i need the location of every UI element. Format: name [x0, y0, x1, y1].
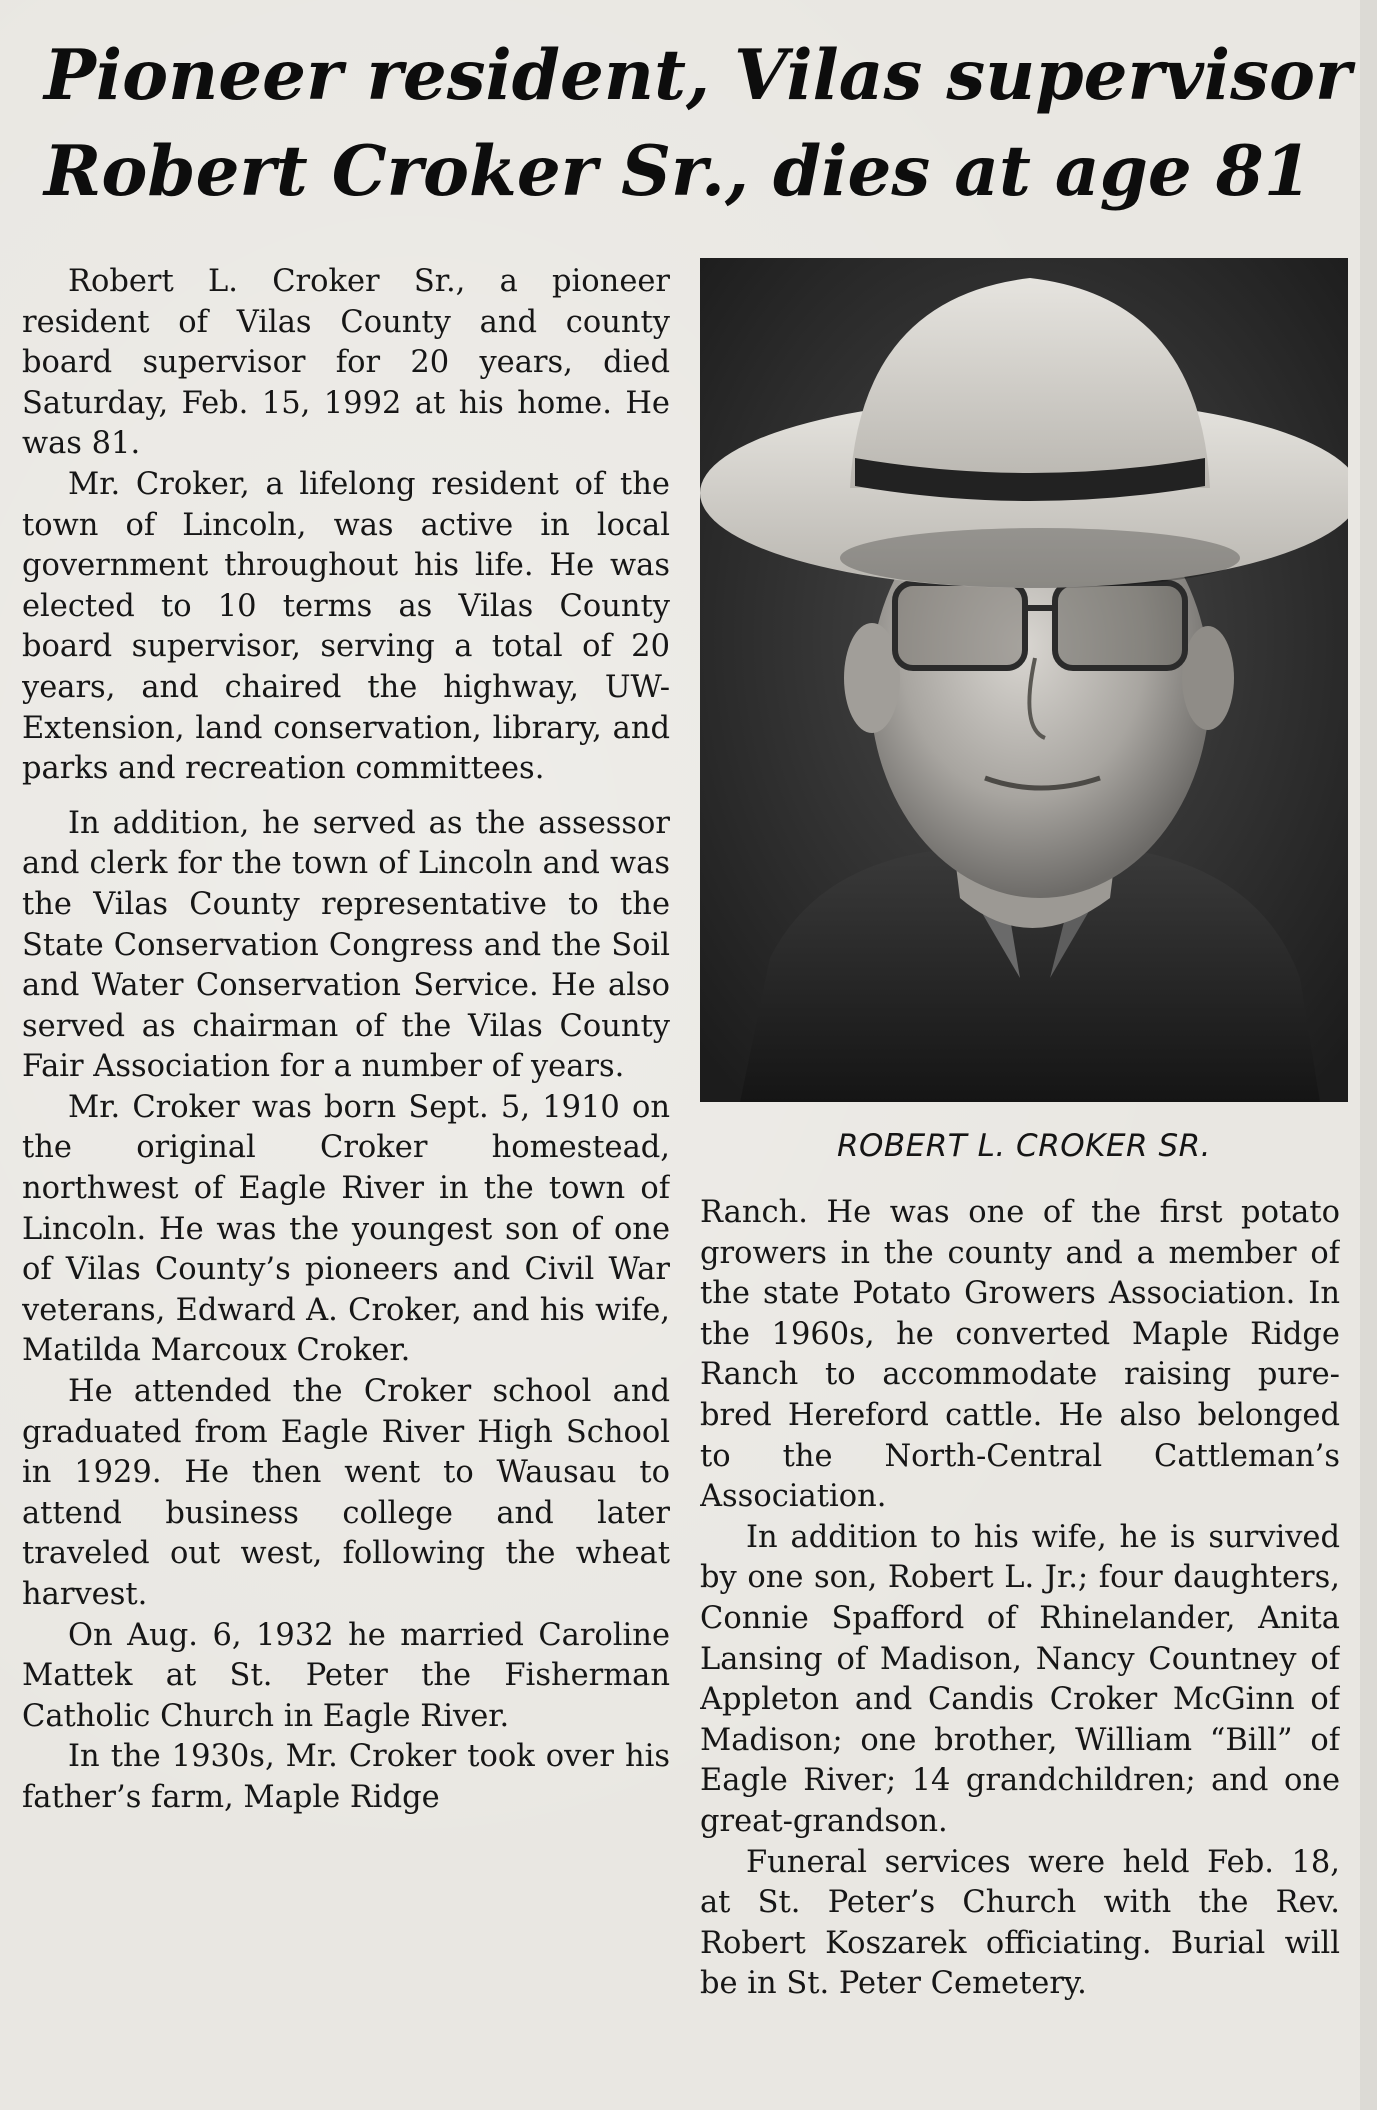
paragraph: Robert L. Croker Sr., a pioneer resident of Vilas County and county board supervisor for 20 years, died Saturday, Feb. 15, 1992 at his home. He was 81. [22, 264, 670, 462]
portrait-photo [700, 258, 1348, 1102]
article-column-right [700, 1193, 1340, 2093]
article-column-left [22, 262, 670, 2102]
paragraph: In the 1930s, Mr. Croker took over his father’s farm, Maple Ridge [22, 1739, 670, 1815]
paragraph: He attended the Croker school and graduated from Eagle River High School in 1929. He then went to Wausau to attend business college and later traveled out west, following the wheat harvest. [22, 1374, 670, 1612]
portrait-image [700, 258, 1348, 1102]
headline [44, 28, 1352, 220]
paragraph: In addition, he served as the assessor and clerk for the town of Lincoln and was the Vilas County representative to the State Conservation Congress and the Soil and Water Conservation Service. He also served as chairman of the Vilas County Fair Association for a number of years. [22, 805, 670, 1085]
photo-caption: ROBERT L. CROKER SR. [836, 1128, 1212, 1164]
paragraph: Mr. Croker, a lifelong resident of the town of Lincoln, was active in local government throughout his life. He was elected to 10 terms as Vilas County board supervisor, serving a total of 20 years, and chaired the highway, UW-Extension, land conservation, library, and parks and recreation committees. [22, 466, 670, 787]
paragraph: Mr. Croker was born Sept. 5, 1910 on the original Croker homestead, northwest of Eagle River in the town of Lincoln. He was the youngest son of one of Vilas County’s pioneers and Civil War veterans, Edward A. Croker, and his wife, Matilda Marcoux Croker. [22, 1089, 670, 1369]
paragraph: In addition to his wife, he is survived by one son, Robert L. Jr.; four daughters, Connie Spafford of Rhinelander, Anita Lansing of Madison, Nancy Countney of Appleton and Candis Croker McGinn of Madison; one brother, William “Bill” of Eagle River; 14 grandchildren; and one great-grandson. [700, 1519, 1340, 1839]
paragraph: Funeral services were held Feb. 18, at St. Peter’s Church with the Rev. Robert Koszarek officiating. Burial will be in St. Peter Cemetery. [700, 1844, 1340, 2002]
paragraph: Ranch. He was one of the first potato growers in the county and a member of the state Potato Growers Association. In the 1960s, he converted Maple Ridge Ranch to accommodate raising pure-bred Hereford cattle. He also belonged to the North-Central Cattleman’s Association. [700, 1195, 1340, 1515]
page-edge [1360, 0, 1377, 2110]
headline-line-2: Robert Croker Sr., dies at age 81 [44, 131, 1312, 212]
paragraph: On Aug. 6, 1932 he married Caroline Mattek at St. Peter the Fisherman Catholic Church in Eagle River. [22, 1617, 670, 1734]
headline-line-1: Pioneer resident, Vilas supervisor [44, 35, 1352, 116]
